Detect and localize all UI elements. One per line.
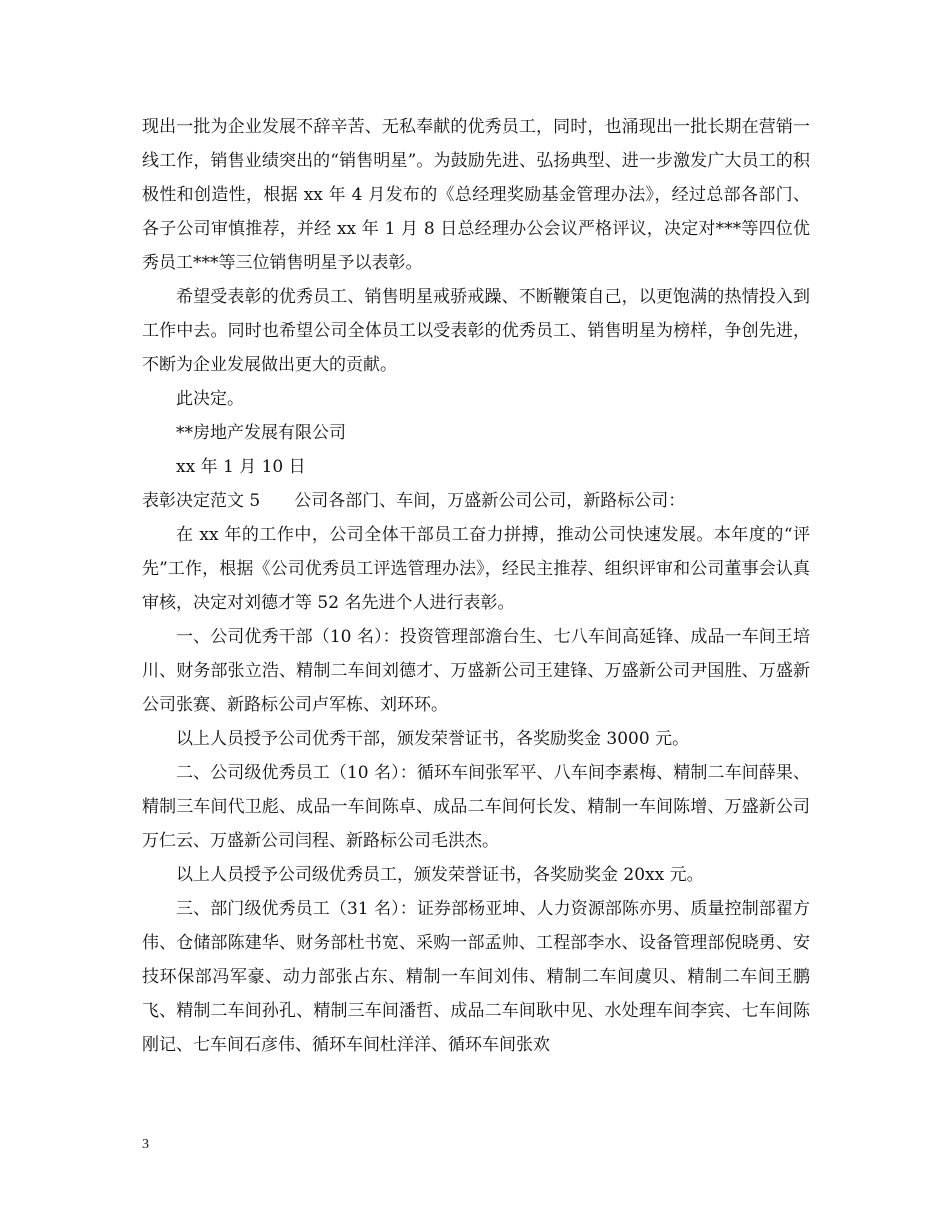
company-signature: **房地产发展有限公司 — [176, 423, 346, 443]
paragraph-department-employees: 三、部门级优秀员工（31 名）：证券部杨亚坤、人力资源部陈亦男、质量控制部翟方伟、仓储部陈建华、财务部杜书宽、采购一部孟帅、工程部李水、设备管理部倪晓勇、安技环保部冯军豪、动力部张占东、精制一车间刘伟、精制二车间虞贝、精制二车间王鹏飞、精制二车间孙孔、精制三车间潘哲、成品二车间耿中见、水处理车间李宾、七车间陈刚记、七车间石彦伟、循环车间杜洋洋、循环车间张欢 — [142, 899, 810, 1055]
paragraph-decision: 此决定。 — [176, 389, 244, 409]
paragraph-excellent-cadres: 一、公司优秀干部（10 名）：投资管理部澹台生、七八车间高延锋、成品一车间王培川、财务部张立浩、精制二车间刘德才、万盛新公司王建锋、万盛新公司尹国胜、万盛新公司张赛、新路标公司卢军栋、刘环环。 — [142, 627, 810, 715]
signature-date: xx 年 1 月 10 日 — [176, 457, 306, 477]
paragraph-company-employees: 二、公司级优秀员工（10 名）：循环车间张军平、八车间李素梅、精制二车间薛果、精制三车间代卫彪、成品一车间陈卓、成品二车间何长发、精制一车间陈增、万盛新公司万仁云、万盛新公司闫程、新路标公司毛洪杰。 — [142, 763, 810, 851]
page-number: 3 — [142, 1137, 149, 1152]
paragraph-sample-5-intro: 在 xx 年的工作中，公司全体干部员工奋力拼搏，推动公司快速发展。本年度的“评先”工作，根据《公司优秀员工评选管理办法》，经民主推荐、组织评审和公司董事会认真审核，决定对刘德才等 52 名先进个人进行表彰。 — [142, 525, 810, 613]
paragraph-hope: 希望受表彰的优秀员工、销售明星戒骄戒躁、不断鞭策自己，以更饱满的热情投入到工作中去。同时也希望公司全体员工以受表彰的优秀员工、销售明星为榜样，争创先进，不断为企业发展做出更大的贡献。 — [142, 287, 810, 375]
paragraph-intro-continued: 现出一批为企业发展不辞辛苦、无私奉献的优秀员工，同时，也涌现出一批长期在营销一线工作，销售业绩突出的“销售明星”。为鼓励先进、弘扬典型、进一步激发广大员工的积极性和创造性，根据 xx 年 4 月发布的《总经理奖励基金管理办法》，经过总部各部门、各子公司审慎推荐，并经 xx 年 1 月 8 日总经理办公会议严格评议，决定对***等四位优秀员工***等三位销售明星予以表彰。 — [142, 117, 810, 273]
paragraph-employee-award: 以上人员授予公司级优秀员工，颁发荣誉证书，各奖励奖金 20xx 元。 — [176, 865, 704, 885]
paragraph-cadre-award: 以上人员授予公司优秀干部，颁发荣誉证书，各奖励奖金 3000 元。 — [176, 729, 690, 749]
section-heading-sample-5: 表彰决定范文 5 公司各部门、车间，万盛新公司公司，新路标公司： — [142, 491, 686, 511]
document-body — [142, 110, 810, 1062]
